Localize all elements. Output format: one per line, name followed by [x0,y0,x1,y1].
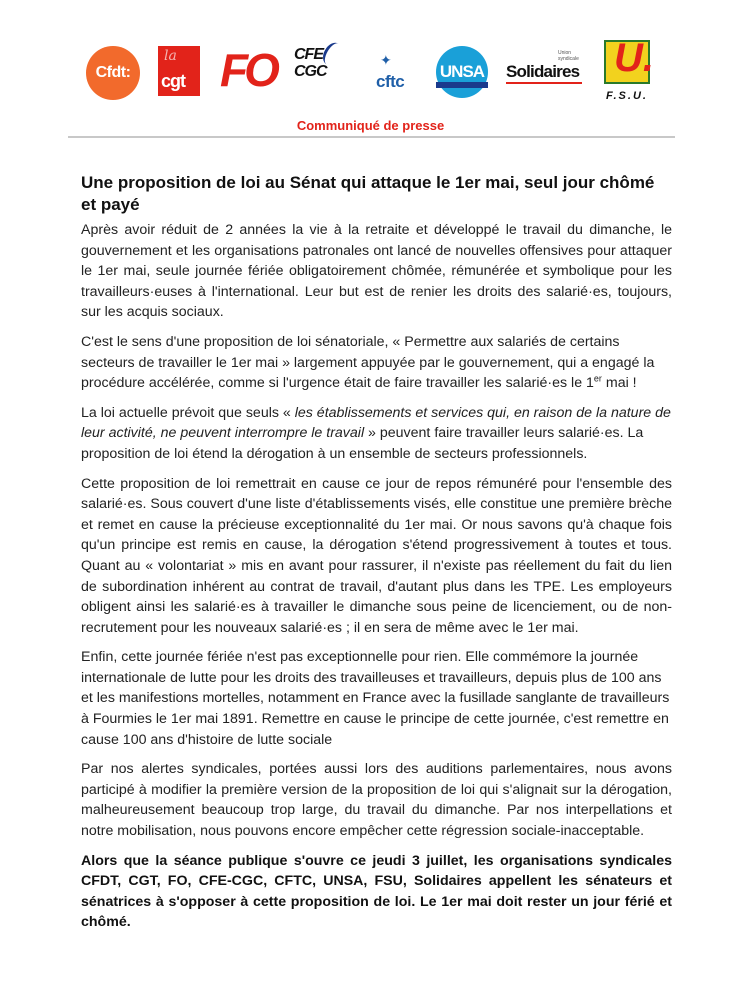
paragraph-2 [81,332,672,394]
unsa-logo [436,46,488,98]
paragraph-3-quote: les établissements et services qui, en raison de la nature de leur activité, ne peuvent interrompre le travail [81,404,671,442]
fsu-logo [600,36,654,102]
cgt-logo-la: la [164,48,177,64]
paragraph-2-sup: er [593,373,602,384]
fsu-logo-u: U. [614,36,654,80]
page-title: Une proposition de loi au Sénat qui attaque le 1er mai, seul jour chômé et payé [81,173,655,214]
solidaires-logo-small: Union syndicale [558,50,579,62]
fo-logo-text: FO [220,44,276,96]
cfdt-logo [86,46,140,100]
paragraph-6: Par nos alertes syndicales, portées aussi lors des auditions parlementaires, nous avons participé à modifier la première version de la proposition de loi qui s'alignait sur la dérogation, malheureusement beaucoup trop large, du travail du dimanche. Par nos interpellations et notre mobilisation, nous pouvons encore empêcher cette régression sociale-inacceptable. [81,761,672,840]
paragraph-7-call-to-action: Alors que la séance publique s'ouvre ce jeudi 3 juillet, les organisations syndicales CFDT, CGT, FO, CFE-CGC, CFTC, UNSA, FSU, Solidaires appellent les sénateurs et sénatrices à s'opposer à cette proposition de loi. Le 1er mai doit rester un jour férié et chômé. [81,852,672,931]
solidaires-underline [506,82,582,84]
paragraph-4: Cette proposition de loi remettrait en cause ce jour de repos rémunéré pour l'ensemble des salarié·es. Sous couvert d'une liste d'établissements visés, elle constitue une première brèche et remet en cause la précieuse exceptionnalité du 1er mai. Or nous savons qu'à chaque fois qu'un principe est remis en cause, la dérogation s'étend progressivement à toutes et tous. Quant au « volontariat » mis en avant pour rassurer, il n'existe pas réellement du fait du lien de subordination inhérent au contrat de travail, d'autant plus dans les TPE. Les employeurs obligent ainsi les salarié·es à travailler le dimanche sous peine de licenciement, ou de non-recrutement pour les nouveaux salarié·es ; il en sera de même avec le 1er mai. [81,475,672,636]
cfe-cgc-logo [294,46,340,98]
fo-logo [220,42,276,98]
header-divider [68,136,675,138]
dove-icon: ✦ [380,52,392,68]
fsu-logo-text: F.S.U. [606,90,648,102]
cfdt-logo-text: Cfdt: [95,64,131,81]
press-release-label: Communiqué de presse [296,118,445,133]
paragraph-2-main: C'est le sens d'une proposition de loi sénatoriale, « Permettre aux salariés de certains secteurs de travailler le 1er mai » largement appuyée par le gouvernement, qui a engagé la procédure accélérée, comme si l'urgence était de faire travailler les salarié·es le 1 [81,333,655,392]
cftc-logo-text: cftc [376,72,405,91]
paragraph-3-end: » peuvent faire travailler leurs salarié·es. La proposition de loi étend la dérogation à un ensemble de secteurs professionnels. [81,425,644,462]
paragraph-1: Après avoir réduit de 2 années la vie à la retraite et développé le travail du dimanche, le gouvernement et les organisations patronales ont lancé de nouvelles offensives pour attaquer le 1er mai, seule journée fériée obligatoirement chômée, rémunérée et symbolique pour les travailleurs·euses à l'international. Leur but est de renier les droits des salarié·es, toujours, sur les acquis sociaux. [81,222,672,321]
unsa-logo-text: UNSA [439,62,485,81]
cgt-logo-text: cgt [161,71,185,91]
solidaires-logo-text: Solidaires [506,62,580,81]
union-logos-row [80,36,670,108]
cftc-logo [376,52,420,92]
unsa-stripe [436,82,488,88]
paragraph-5: Enfin, cette journée fériée n'est pas exceptionnelle pour rien. Elle commémore la journée internationale de lutte pour les droits des travailleuses et travailleurs, depuis plus de 100 ans et les manifestions mortelles, notamment en France avec la fusillade sanglante de travailleurs à Fourmies le 1er mai 1891. Remettre en cause le principe de cette journée, c'est remettre en cause 100 ans d'histoire de lutte sociale [81,649,670,748]
cgt-logo [158,46,200,96]
paragraph-3-start: La loi actuelle prévoit que seuls « [81,404,295,421]
cfe-cgc-logo-top: CFE [294,46,323,63]
solidaires-logo [506,50,586,90]
document-body [81,220,672,942]
paragraph-2-end: mai ! [601,375,637,392]
paragraph-3 [81,403,672,465]
cfe-cgc-logo-bottom: CGC [294,63,327,80]
